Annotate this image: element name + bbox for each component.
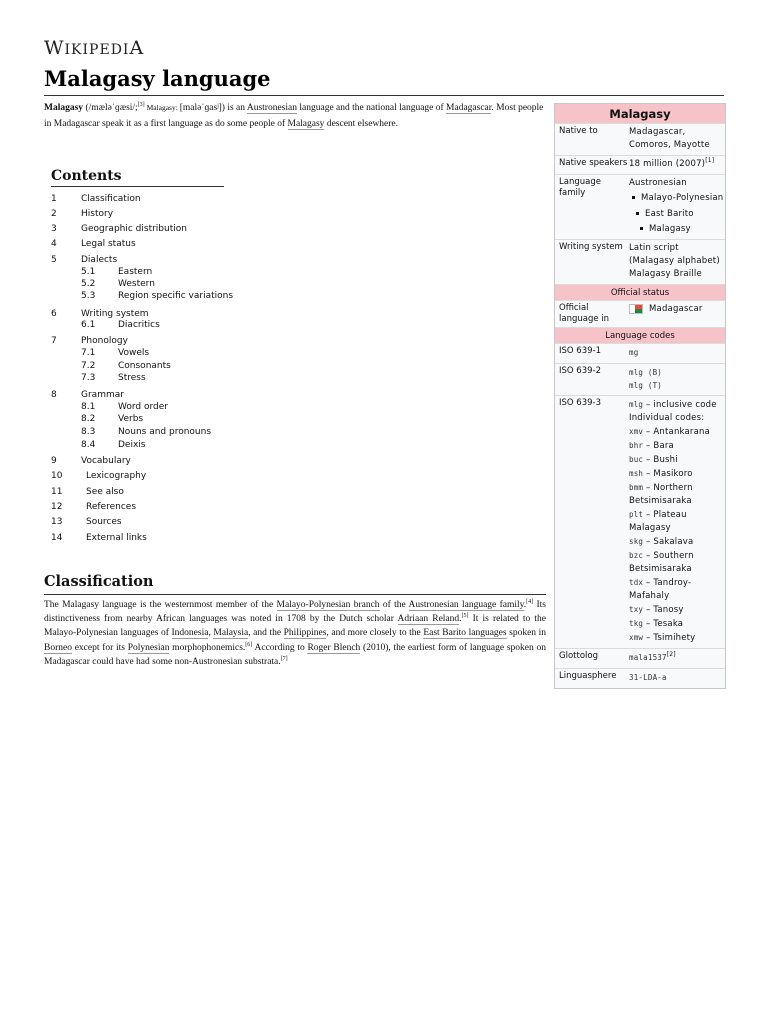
toc-item[interactable] bbox=[51, 224, 187, 234]
infobox-value: Madagascar, Comoros, Mayotte bbox=[629, 127, 710, 150]
citation-4[interactable]: [4] bbox=[526, 598, 534, 605]
dialect-name[interactable]: – Masikoro bbox=[643, 469, 693, 479]
toc-number: 8 bbox=[51, 390, 57, 400]
toc-number: 11 bbox=[51, 487, 63, 497]
toc-number: 5.1 bbox=[81, 267, 96, 277]
toc-item[interactable] bbox=[81, 348, 149, 358]
toc-label: Nouns and pronouns bbox=[118, 427, 212, 437]
iso-code-link[interactable]: xmv bbox=[629, 427, 644, 436]
infobox-row-family bbox=[555, 175, 725, 240]
infobox-value: Latin script (Malagasy alphabet) Malagasy Braille bbox=[629, 243, 720, 279]
citation-5[interactable]: [5] bbox=[461, 613, 469, 620]
toc-item[interactable] bbox=[51, 471, 146, 481]
toc-label: Deixis bbox=[118, 440, 146, 450]
infobox-label: Glottolog bbox=[559, 651, 598, 661]
infobox-value: mlg – inclusive code Individual codes: xmv – Antankarana bhr – Bara buc – Bushi msh – Masikoro bmm – Northern Betsimisaraka plt – Plateau Malagasy skg – Sakalava bzc – Southern Betsimisaraka tdx – Tandroy-Mafahaly txy – Tanosy tkg – Tesaka xmw – Tsimihety bbox=[629, 398, 725, 645]
family-link[interactable]: East Barito bbox=[645, 209, 694, 219]
title-divider bbox=[44, 95, 724, 96]
iso-code-link[interactable]: bhr bbox=[629, 441, 644, 450]
toc-number: 8.3 bbox=[81, 427, 96, 437]
toc-number: 5.2 bbox=[81, 279, 96, 289]
iso3-code-item bbox=[629, 467, 725, 481]
link-polynesian[interactable]: Polynesian bbox=[127, 642, 170, 653]
iso-code-link[interactable]: msh bbox=[629, 469, 644, 478]
iso-code-link[interactable]: skg bbox=[629, 537, 644, 546]
iso-code-link[interactable]: buc bbox=[629, 455, 644, 464]
toc-label: Western bbox=[118, 279, 155, 289]
toc-item[interactable] bbox=[81, 402, 168, 412]
toc-number: 3 bbox=[51, 224, 57, 234]
toc-item[interactable] bbox=[51, 517, 122, 527]
bullet-icon bbox=[640, 227, 643, 230]
toc-number: 10 bbox=[51, 471, 63, 481]
link-adriaan-reland[interactable]: Adriaan Reland bbox=[397, 614, 460, 625]
infobox-value bbox=[629, 346, 725, 360]
iso3-code-item bbox=[629, 535, 725, 549]
infobox-row-iso2 bbox=[555, 364, 725, 396]
infobox-value bbox=[629, 671, 725, 685]
family-link[interactable]: Malagasy bbox=[649, 224, 691, 234]
iso3-code-item bbox=[629, 603, 725, 617]
toc-label: Vocabulary bbox=[81, 456, 131, 466]
toc-label: Vowels bbox=[118, 348, 150, 358]
toc-number: 6.1 bbox=[81, 320, 96, 330]
infobox-label: Official language in bbox=[559, 303, 610, 324]
iso3-code-item bbox=[629, 481, 725, 508]
family-level-2 bbox=[629, 208, 725, 221]
toc-label: Eastern bbox=[118, 267, 153, 277]
toc-item[interactable] bbox=[81, 267, 152, 277]
family-root[interactable]: Austronesian bbox=[629, 178, 687, 188]
toc-label: Lexicography bbox=[86, 471, 147, 481]
dialect-name[interactable]: – Tesaka bbox=[643, 619, 684, 629]
toc-label: History bbox=[81, 209, 114, 219]
toc-number: 4 bbox=[51, 239, 57, 249]
infobox-row-linguasphere bbox=[555, 669, 725, 688]
toc-item[interactable] bbox=[81, 373, 146, 383]
link-malayo-polynesian[interactable]: Malayo-Polynesian branch bbox=[276, 600, 380, 610]
toc-number: 5.3 bbox=[81, 291, 96, 301]
toc-item[interactable] bbox=[81, 440, 145, 450]
iso-code-link[interactable]: mlg (B) bbox=[629, 368, 663, 377]
toc-label: Legal status bbox=[81, 239, 136, 249]
dialect-name[interactable]: – Tandroy-Mafahaly bbox=[629, 578, 692, 601]
iso3-code-list bbox=[629, 425, 725, 645]
toc-item[interactable] bbox=[51, 209, 113, 219]
toc-item[interactable] bbox=[51, 336, 128, 346]
toc-number: 12 bbox=[51, 502, 63, 512]
toc-label: Region specific variations bbox=[118, 291, 234, 301]
bullet-icon bbox=[636, 212, 639, 215]
citation-2[interactable]: [2] bbox=[666, 651, 676, 659]
infobox-value bbox=[629, 177, 725, 236]
iso-code-link[interactable]: bzc bbox=[629, 551, 644, 560]
toc-item[interactable] bbox=[51, 456, 131, 466]
iso3-code-item bbox=[629, 549, 725, 576]
official-country-link[interactable]: Madagascar bbox=[649, 304, 703, 314]
link-malagasy[interactable]: Malagasy bbox=[287, 119, 325, 129]
toc-label: Stress bbox=[118, 373, 146, 383]
page-title: Malagasy language bbox=[44, 66, 271, 91]
infobox-value bbox=[629, 366, 725, 392]
toc-label: Verbs bbox=[118, 414, 144, 424]
link-philippines[interactable]: Philippines bbox=[283, 628, 327, 639]
toc-label: Classification bbox=[81, 194, 141, 204]
toc-number: 1 bbox=[51, 194, 57, 204]
link-borneo[interactable]: Borneo bbox=[44, 642, 72, 653]
table-of-contents bbox=[51, 168, 224, 191]
iso-code-link[interactable]: plt bbox=[629, 510, 644, 519]
toc-label: Phonology bbox=[81, 336, 128, 346]
infobox-label: ISO 639-1 bbox=[559, 346, 601, 356]
toc-number: 7.3 bbox=[81, 373, 96, 383]
section-divider bbox=[44, 594, 546, 595]
link-east-barito[interactable]: East Barito languages bbox=[423, 628, 507, 639]
infobox-value bbox=[629, 303, 725, 324]
link-austronesian-family[interactable]: Austronesian language family bbox=[408, 600, 524, 610]
dialect-name[interactable]: – Tsimihety bbox=[643, 633, 696, 643]
toc-item[interactable] bbox=[51, 487, 124, 497]
infobox-row-official bbox=[555, 301, 725, 328]
infobox-band-codes: Language codes bbox=[555, 328, 725, 344]
toc-label: Geographic distribution bbox=[81, 224, 187, 234]
toc-item[interactable] bbox=[51, 239, 136, 249]
iso-code-link[interactable]: tdx bbox=[629, 578, 644, 587]
link-madagascar[interactable]: Madagascar bbox=[446, 103, 492, 113]
iso3-code-item bbox=[629, 425, 725, 439]
toc-number: 9 bbox=[51, 456, 57, 466]
family-level-3 bbox=[629, 223, 725, 236]
toc-number: 8.2 bbox=[81, 414, 96, 424]
citation-1[interactable]: [1] bbox=[705, 157, 715, 165]
section-heading-classification: Classification bbox=[44, 573, 154, 590]
toc-item[interactable] bbox=[51, 533, 147, 543]
toc-label: Word order bbox=[118, 402, 168, 412]
toc-label: References bbox=[86, 502, 137, 512]
infobox-label: Language family bbox=[559, 177, 601, 198]
toc-item[interactable] bbox=[51, 255, 117, 265]
toc-number: 6 bbox=[51, 309, 57, 319]
toc-number: 7.2 bbox=[81, 361, 96, 371]
citation-7[interactable]: [7] bbox=[280, 655, 288, 662]
toc-number: 8.4 bbox=[81, 440, 96, 450]
iso-code-link[interactable]: bmm bbox=[629, 483, 644, 492]
toc-item[interactable] bbox=[81, 279, 155, 289]
dialect-name[interactable]: – Bara bbox=[643, 441, 674, 451]
infobox-row-native-to bbox=[555, 124, 725, 156]
linguasphere-code: 31-LDA-a bbox=[629, 673, 667, 682]
toc-number: 7 bbox=[51, 336, 57, 346]
dialect-name[interactable]: – Tanosy bbox=[643, 605, 684, 615]
toc-title: Contents bbox=[51, 168, 224, 187]
toc-item[interactable] bbox=[81, 427, 211, 437]
dialect-name[interactable]: – Bushi bbox=[643, 455, 678, 465]
toc-item[interactable] bbox=[81, 361, 171, 371]
toc-item[interactable] bbox=[51, 502, 136, 512]
infobox-row-iso3 bbox=[555, 396, 725, 649]
family-level-1 bbox=[629, 193, 725, 203]
iso3-code-item bbox=[629, 453, 725, 467]
toc-number: 14 bbox=[51, 533, 63, 543]
toc-item[interactable] bbox=[81, 291, 233, 301]
toc-number: 13 bbox=[51, 517, 63, 527]
infobox-band-official: Official status bbox=[555, 285, 725, 301]
iso-code-link[interactable]: xmw bbox=[629, 633, 644, 642]
infobox-row-speakers bbox=[555, 156, 725, 175]
toc-number: 8.1 bbox=[81, 402, 96, 412]
citation-6[interactable]: [6] bbox=[245, 641, 253, 648]
toc-label: Grammar bbox=[81, 390, 124, 400]
toc-label: Consonants bbox=[118, 361, 171, 371]
toc-label: Writing system bbox=[81, 309, 149, 319]
iso-code-link[interactable]: mlg (T) bbox=[629, 381, 663, 390]
intro-paragraph: Malagasy (/mæləˈɡæsi/;[3] Malagasy: [maləˈɡasʲ]) is an Austronesian language and the national language of Madagascar. Most people in Madagascar speak it as a first language as do some people of Malagasy descent elsewhere. bbox=[44, 101, 544, 129]
dialect-name[interactable]: – Northern Betsimisaraka bbox=[629, 483, 693, 506]
toc-label: Diacritics bbox=[118, 320, 160, 330]
toc-label: External links bbox=[86, 533, 147, 543]
infobox-label: ISO 639-3 bbox=[559, 398, 601, 408]
link-austronesian[interactable]: Austronesian bbox=[246, 103, 297, 113]
toc-item[interactable] bbox=[51, 309, 149, 319]
link-roger-blench[interactable]: Roger Blench bbox=[307, 642, 361, 653]
toc-item[interactable] bbox=[51, 194, 141, 204]
iso-code-link[interactable]: mlg bbox=[629, 400, 644, 409]
toc-label: See also bbox=[86, 487, 124, 497]
dialect-name[interactable]: – Antankarana bbox=[643, 427, 711, 437]
iso3-code-item bbox=[629, 439, 725, 453]
infobox-value bbox=[629, 651, 725, 665]
iso3-code-item bbox=[629, 576, 725, 603]
iso-code-link[interactable]: tkg bbox=[629, 619, 644, 628]
bullet-icon bbox=[632, 196, 635, 199]
iso-code-link[interactable]: txy bbox=[629, 605, 644, 614]
toc-label: Dialects bbox=[81, 255, 118, 265]
dialect-name[interactable]: – Southern Betsimisaraka bbox=[629, 551, 694, 574]
infobox-row-writing bbox=[555, 240, 725, 285]
infobox-label: Native speakers bbox=[559, 158, 628, 168]
wikipedia-wordmark[interactable]: WIKIPEDIA bbox=[44, 37, 145, 59]
citation-3[interactable]: [3] bbox=[137, 101, 145, 108]
dialect-name[interactable]: – Plateau Malagasy bbox=[629, 510, 687, 533]
iso3-code-item bbox=[629, 508, 725, 535]
family-link[interactable]: Malayo-Polynesian bbox=[641, 193, 724, 203]
toc-number: 5 bbox=[51, 255, 57, 265]
toc-number: 7.1 bbox=[81, 348, 96, 358]
infobox-label: Native to bbox=[559, 126, 598, 136]
link-indonesia[interactable]: Indonesia bbox=[171, 628, 209, 639]
dialect-name[interactable]: – Sakalava bbox=[643, 537, 694, 547]
glottolog-link[interactable]: mala1537 bbox=[629, 653, 667, 662]
infobox-row-glottolog bbox=[555, 649, 725, 669]
infobox-row-iso1 bbox=[555, 344, 725, 364]
infobox-label: Writing system bbox=[559, 242, 623, 252]
infobox-value: 18 million (2007)[1] bbox=[629, 157, 715, 169]
toc-label: Sources bbox=[86, 517, 122, 527]
madagascar-flag-icon bbox=[629, 304, 643, 314]
toc-item[interactable] bbox=[81, 320, 160, 330]
infobox-label: Linguasphere bbox=[559, 671, 617, 681]
infobox-title: Malagasy bbox=[555, 104, 725, 124]
classification-paragraph: The Malagasy language is the westernmost member of the Malayo-Polynesian branch of the Austronesian language family.[4] Its distinctiveness from nearby African languages was noted in 1708 by the Dutch scholar Adriaan Reland.[5] It is related to the Malayo-Polynesian languages of Indonesia, Malaysia, and the Philippines, and more closely to the East Barito languages spoken in Borneo except for its Polynesian morphophonemics.[6] According to Roger Blench (2010), the earliest form of language spoken on Madagascar could have had some non-Austronesian substrata.[7] bbox=[44, 598, 547, 667]
toc-item[interactable] bbox=[51, 390, 124, 400]
iso3-code-item bbox=[629, 617, 725, 631]
iso-code-link[interactable]: mg bbox=[629, 348, 639, 357]
link-malaysia[interactable]: Malaysia bbox=[213, 628, 249, 639]
infobox-label: ISO 639-2 bbox=[559, 366, 601, 376]
infobox bbox=[554, 103, 726, 689]
toc-item[interactable] bbox=[81, 414, 143, 424]
iso3-code-item bbox=[629, 631, 725, 645]
toc-number: 2 bbox=[51, 209, 57, 219]
